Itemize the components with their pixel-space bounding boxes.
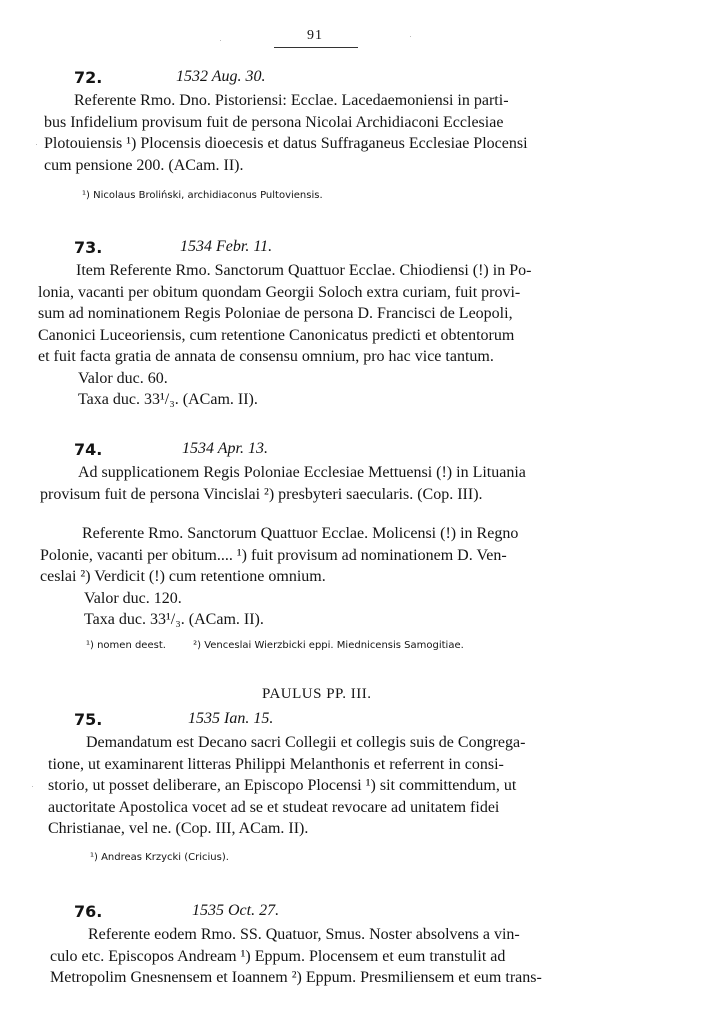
entry-text xyxy=(30,462,630,505)
entry-number: 76. xyxy=(74,902,103,921)
valor-line: Valor duc. 60. xyxy=(78,369,168,387)
entry-73 xyxy=(30,238,630,411)
text-line: Christianae, vel ne. (Cop. III, ACam. II). xyxy=(48,820,309,837)
text-line: sum ad nominationem Regis Poloniae de persona D. Francisci de Leopoli, xyxy=(38,305,513,322)
entry-text xyxy=(30,732,630,840)
entry-date: 1535 Oct. 27. xyxy=(192,902,280,919)
entry-number: 72. xyxy=(74,68,103,87)
scan-speck xyxy=(220,40,221,41)
entry-date: 1532 Aug. 30. xyxy=(176,68,266,85)
entry-number: 74. xyxy=(74,440,103,459)
footnote: ¹) Andreas Krzycki (Cricius). xyxy=(90,852,229,863)
text-line: ceslai ²) Verdicit (!) cum retentione omnium. xyxy=(40,568,326,585)
footnote: ²) Venceslai Wierzbicki eppi. Miednicensis Samogitiae. xyxy=(193,640,464,651)
scan-speck xyxy=(410,36,411,37)
text-line: Canonici Luceoriensis, cum retentione Canonicatus predicti et obtentorum xyxy=(38,326,515,344)
text-line: et fuit facta gratia de annata de consensu omnium, pro hac vice tantum. xyxy=(38,348,494,365)
taxa-line: Taxa duc. 33¹/₃. (ACam. II). xyxy=(78,391,258,408)
footnote: ¹) nomen deest. xyxy=(86,640,166,651)
text-line: tione, ut examinarent litteras Philippi Melanthonis et referrent in consi- xyxy=(48,755,504,773)
text-line: Metropolim Gnesnensem et Ioannem ²) Eppum. Presmiliensem et eum trans- xyxy=(50,969,542,986)
scan-speck xyxy=(36,144,37,145)
text-line: Demandatum est Decano sacri Collegii et collegis suis de Congrega- xyxy=(86,734,526,751)
text-line: Plotouiensis ¹) Plocensis dioecesis et datus Suffraganeus Ecclesiae Plocensi xyxy=(44,135,528,152)
entry-74 xyxy=(30,440,630,631)
entry-text xyxy=(30,90,630,176)
text-line: culo etc. Episcopos Andream ¹) Eppum. Plocensem et eum transtulit ad xyxy=(50,947,506,965)
text-line: auctoritate Apostolica vocet ad se et studeat revocare ad unitatem fidei xyxy=(48,798,500,816)
text-line: lonia, vacanti per obitum quondam Georgii Soloch extra curiam, fuit provi- xyxy=(38,283,521,301)
section-heading: PAULUS PP. III. xyxy=(262,686,372,702)
text-line: Polonie, vacanti per obitum.... ¹) fuit provisum ad nominationem D. Ven- xyxy=(40,546,507,564)
text-line: Item Referente Rmo. Sanctorum Quattuor Ecclae. Chiodiensi (!) in Po- xyxy=(76,262,532,279)
text-line: Ad supplicationem Regis Poloniae Ecclesiae Mettuensi (!) in Lituania xyxy=(78,464,526,481)
entry-number: 75. xyxy=(74,710,103,729)
header-rule xyxy=(274,47,358,48)
text-line: provisum fuit de persona Vincislai ²) presbyteri saecularis. (Cop. III). xyxy=(40,485,483,503)
entry-date: 1534 Apr. 13. xyxy=(182,440,268,457)
text-line: Referente eodem Rmo. SS. Quatuor, Smus. Noster absolvens a vin- xyxy=(88,926,520,943)
footnote: ¹) Nicolaus Broliński, archidiaconus Pultoviensis. xyxy=(82,190,323,201)
entry-text xyxy=(30,924,630,989)
text-line: cum pensione 200. (ACam. II). xyxy=(44,156,244,174)
entry-date: 1534 Febr. 11. xyxy=(180,238,273,255)
entry-text xyxy=(30,523,630,588)
entry-date: 1535 Ian. 15. xyxy=(188,710,274,727)
scan-speck xyxy=(32,786,33,787)
entry-75 xyxy=(30,710,630,840)
entry-76 xyxy=(30,902,630,989)
text-line: storio, ut posset deliberare, an Episcopo Plocensi ¹) sit committendum, ut xyxy=(48,777,517,794)
entry-number: 73. xyxy=(74,238,103,257)
page-number: 91 xyxy=(307,28,323,43)
text-line: Referente Rmo. Sanctorum Quattuor Ecclae. Molicensi (!) in Regno xyxy=(82,525,519,542)
taxa-line: Taxa duc. 33¹/₃. (ACam. II). xyxy=(84,611,264,628)
footnotes xyxy=(86,640,488,651)
text-line: Referente Rmo. Dno. Pistoriensi: Ecclae. Lacedaemoniensi in parti- xyxy=(74,92,509,109)
entry-72 xyxy=(30,68,630,176)
text-line: bus Infidelium provisum fuit de persona Nicolai Archidiaconi Ecclesiae xyxy=(44,113,504,131)
entry-text xyxy=(30,260,630,368)
valor-line: Valor duc. 120. xyxy=(84,589,182,607)
